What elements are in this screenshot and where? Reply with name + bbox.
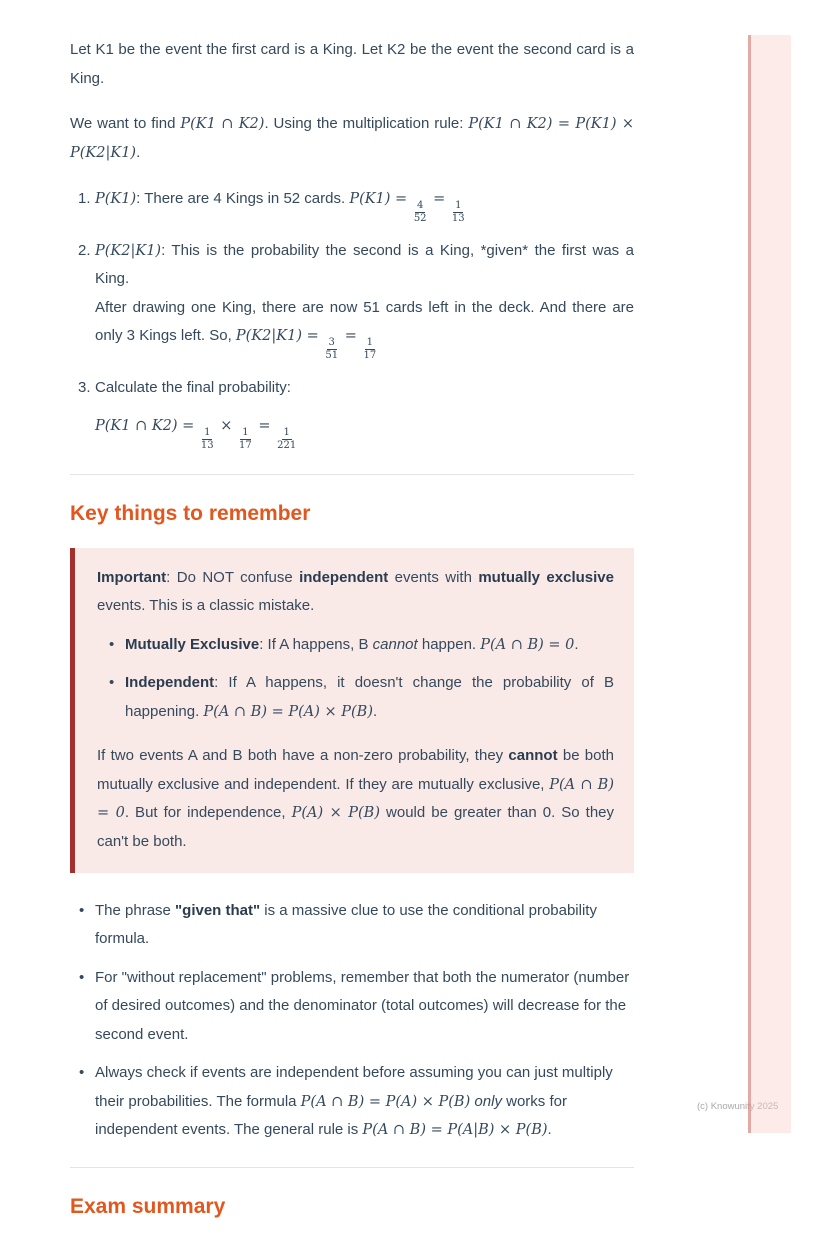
- tip-given-that: • The phrase "given that" is a massive clue to use the conditional probability formula.: [70, 897, 634, 954]
- step-3: [70, 374, 634, 452]
- callout-bullet-independent: • Independent: If A happens, it doesn't change the probability of B happening. P(A ∩ B) = P(A) × P(B).: [97, 669, 614, 726]
- key-things-heading: Key things to remember: [70, 501, 311, 525]
- step-3-label: Calculate the final probability:: [95, 378, 291, 396]
- important-callout: [70, 548, 634, 873]
- tip-independence-check: • Always check if events are independent before assuming you can just multiply their probabilities. The formula P(A ∩ B) = P(A) × P(B) only works for independent events. The general rule is P(A ∩ B) = P(A|B) × P(B).: [70, 1059, 634, 1145]
- callout-bullet-mutually-exclusive: • Mutually Exclusive: If A happens, B cannot happen. P(A ∩ B) = 0.: [97, 631, 614, 660]
- tips-bullet-list: [70, 897, 634, 1145]
- multiplication-rule-paragraph: We want to find P(K1 ∩ K2). Using the multiplication rule: P(K1 ∩ K2) = P(K1) × P(K2|K1).: [70, 115, 634, 161]
- intro-paragraph: Let K1 be the event the first card is a King. Let K2 be the event the second card is a King.: [70, 41, 634, 87]
- section-divider: [70, 474, 634, 475]
- exam-summary-heading: Exam summary: [70, 1194, 226, 1218]
- final-probability-formula: P(K1 ∩ K2) = $\frac{1}{13}$ × $\frac{1}{17}$ = $\frac{1}{221}$: [95, 418, 297, 452]
- callout-intro: Important: Do NOT confuse independent events with mutually exclusive events. This is a classic mistake.: [97, 568, 614, 615]
- step-1: P(K1): There are 4 Kings in 52 cards. P(K1) = $\frac{4}{52}$ = $\frac{1}{13}$: [95, 190, 465, 225]
- page-edge-strip: [748, 35, 791, 1133]
- copyright-watermark: (c) Knowunity 2025: [697, 1101, 779, 1112]
- callout-conclusion: If two events A and B both have a non-zero probability, they cannot be both mutually exclusive and independent. If they are mutually exclusive, P(A ∩ B) = 0. But for independence, P(A) × P(B) would be greater than 0. So they can't be both.: [97, 747, 615, 851]
- tip-without-replacement: • For "without replacement" problems, remember that both the numerator (number of desired outcomes) and the denominator (total outcomes) will decrease for the second event.: [70, 964, 634, 1050]
- document-page: [70, 36, 634, 1241]
- section-divider: [70, 1167, 634, 1168]
- step-2: P(K2|K1): This is the probability the second is a King, *given* the first was a King. After drawing one King, there are now 51 cards left in the deck. And there are only 3 Kings left. So, P(K2|K1) = $\frac{3}{51}$ = $\frac{1}{17}$: [95, 241, 634, 362]
- callout-bullet-list: [97, 631, 614, 727]
- solution-steps-list: [70, 185, 634, 452]
